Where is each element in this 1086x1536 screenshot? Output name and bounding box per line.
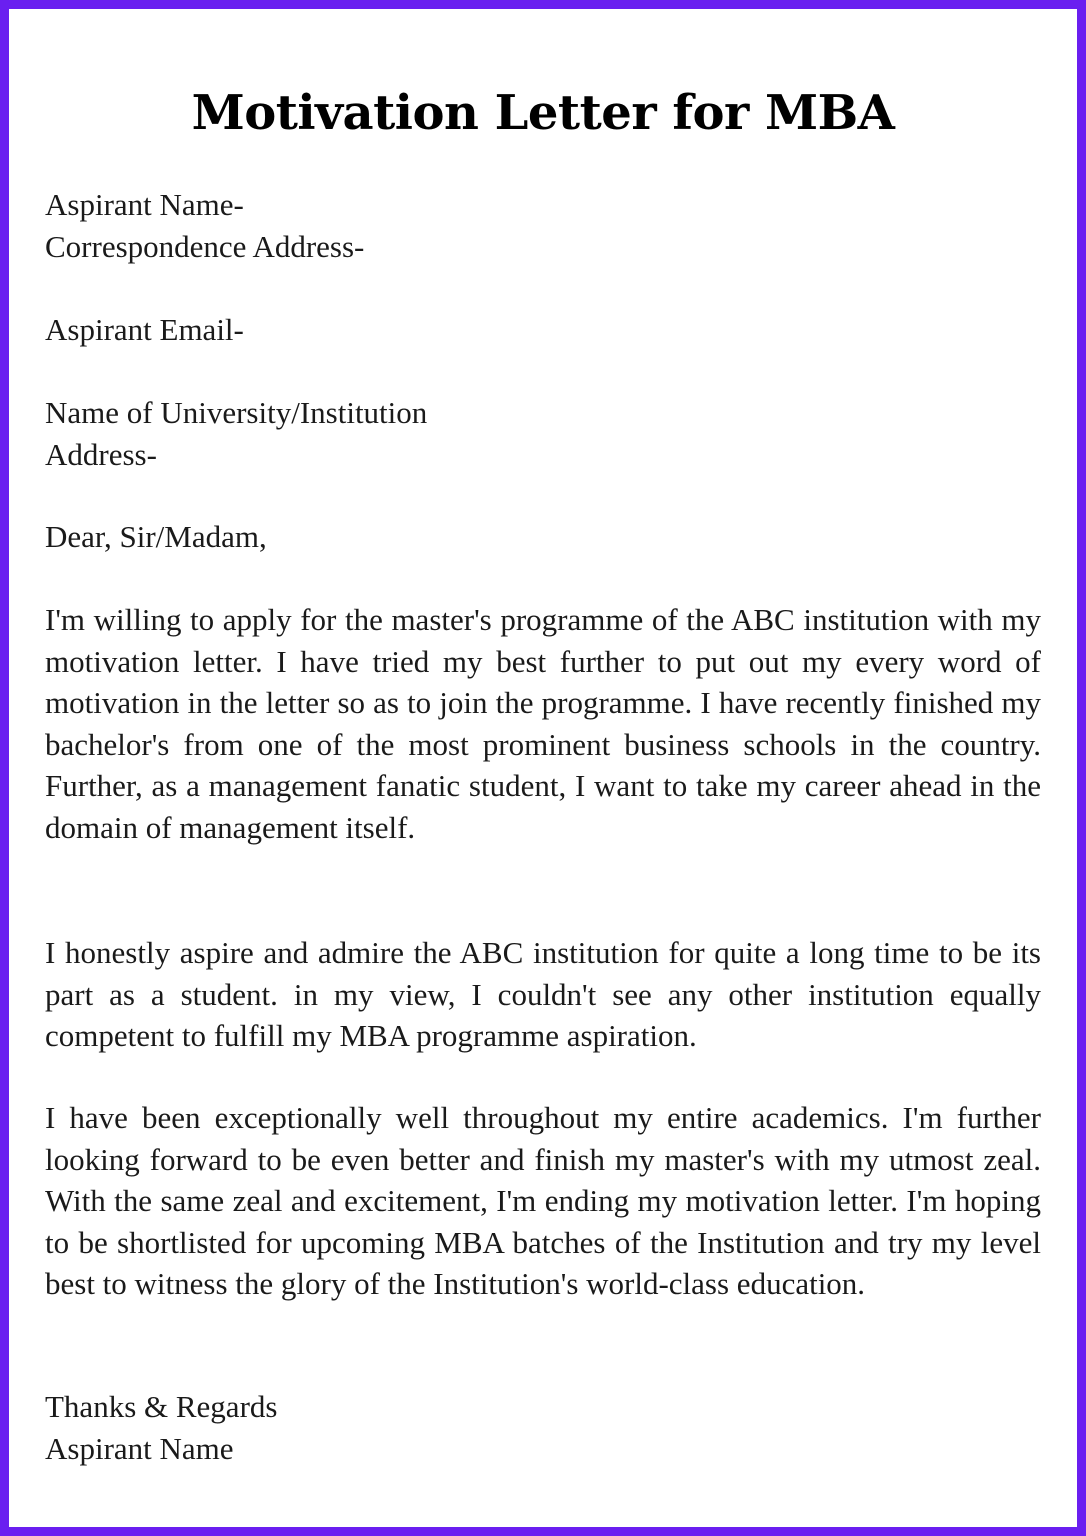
recipient-address-label: Address- bbox=[45, 436, 157, 472]
signature-name: Aspirant Name bbox=[45, 1430, 234, 1466]
body-paragraph: I have been exceptionally well throughout my entire academics. I'm further looking forward to be even better and finish my master's with my utmost zeal. With the same zeal and excitement, I'm ending my motivation letter. I'm hoping to be shortlisted for upcoming MBA batches of the Institution and try my level best to witness the glory of the Institution's world-class education. bbox=[45, 1100, 1041, 1302]
salutation-block bbox=[45, 516, 1041, 558]
body-paragraph: I honestly aspire and admire the ABC institution for quite a long time to be its part as a student. in my view, I couldn't see any other institution equally competent to fulfill my MBA programme aspiration. bbox=[45, 935, 1041, 1054]
sender-email-block bbox=[45, 309, 1041, 351]
closing-block bbox=[45, 1386, 1041, 1469]
recipient-name-label: Name of University/Institution bbox=[45, 395, 428, 430]
sender-block bbox=[45, 184, 1041, 267]
recipient-block bbox=[45, 392, 1041, 475]
sender-email-label: Aspirant Email- bbox=[45, 312, 244, 347]
closing: Thanks & Regards bbox=[45, 1389, 278, 1424]
sender-address-label: Correspondence Address- bbox=[45, 228, 365, 264]
body-paragraph: I'm willing to apply for the master's programme of the ABC institution with my motivation letter. I have tried my best further to put out my every word of motivation in the letter so as to join the programme. I have recently finished my bachelor's from one of the most prominent business schools in the country. Further, as a management fanatic student, I want to take my career ahead in the domain of management itself. bbox=[45, 602, 1041, 845]
document-title: Motivation Letter for MBA bbox=[191, 85, 895, 141]
salutation: Dear, Sir/Madam, bbox=[45, 519, 267, 554]
sender-name-label: Aspirant Name- bbox=[45, 187, 244, 222]
